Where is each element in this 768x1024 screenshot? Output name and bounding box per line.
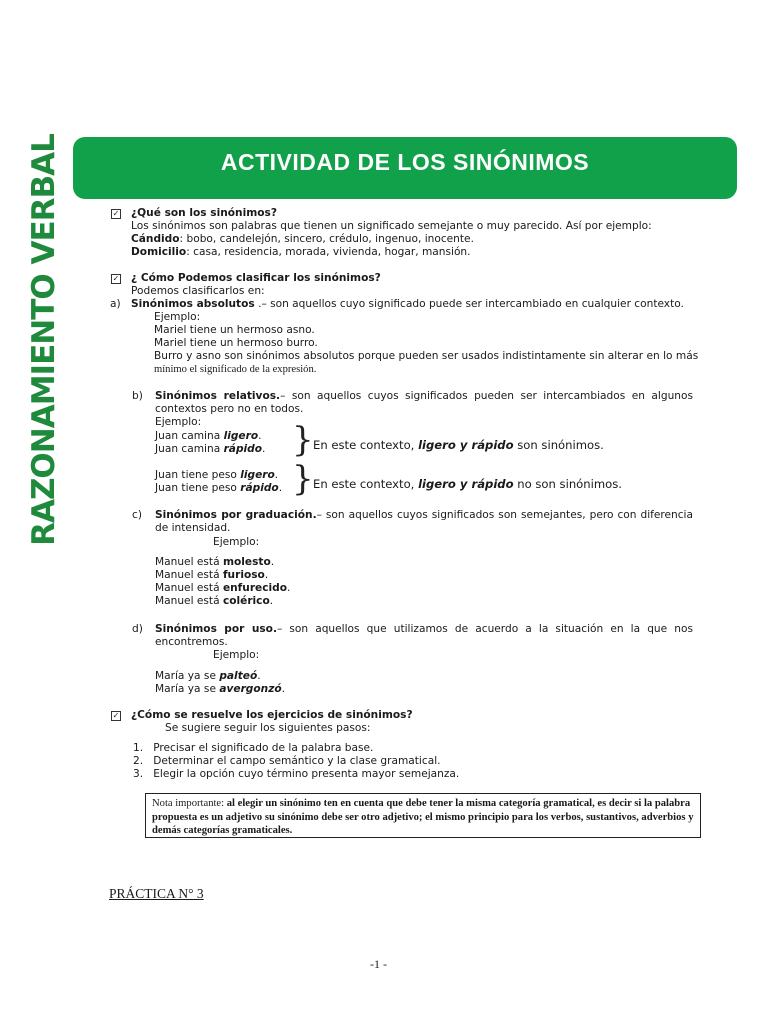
example-line: Manuel está colérico.	[155, 595, 274, 607]
definition: Sinónimos por uso.– son aquellos que utilizamos de acuerdo a la situación en la que nos encontremos.	[155, 623, 693, 648]
paragraph: Podemos clasificarlos en:	[131, 285, 265, 297]
paragraph: Se sugiere seguir los siguientes pasos:	[165, 722, 371, 734]
example-line: Manuel está molesto.	[155, 556, 275, 568]
checkbox-icon: ✓	[112, 274, 120, 283]
list-item: 2. Determinar el campo semántico y la clase gramatical.	[133, 755, 441, 767]
list-marker: a)	[110, 298, 121, 310]
list-marker: d)	[132, 623, 143, 635]
brace-icon: }	[292, 459, 314, 499]
definition: Sinónimos por graduación.– son aquellos cuyos significados son semejantes, pero con diferencia de intensidad.	[155, 509, 693, 534]
example-line: Burro y asno son sinónimos absolutos porque pueden ser usados indistintamente sin alterar en lo más	[154, 350, 699, 362]
page-number: -1 -	[370, 957, 387, 971]
section-heading: ¿Qué son los sinónimos?	[131, 207, 277, 219]
list-marker: b)	[132, 390, 143, 402]
example-line: Juan tiene peso ligero.	[155, 469, 279, 481]
example-line: Mariel tiene un hermoso asno.	[154, 324, 315, 336]
practice-title: PRÁCTICA N° 3	[109, 886, 204, 901]
example-line: Juan camina ligero.	[155, 430, 262, 442]
example-line: María ya se palteó.	[155, 670, 261, 682]
example-label: Ejemplo:	[155, 416, 202, 428]
note-text: al elegir un sinónimo ten en cuenta que debe tener la misma categoría gramatical, es decir si la palabra propuesta es un adjetivo su sinónimo debe ser otro adjetivo; el mismo principio para los verbos, sustantivos, adverbios y demás categorías gramaticales.	[152, 798, 694, 836]
example-line: mínimo el significado de la expresión.	[154, 364, 317, 375]
example-line: Juan tiene peso rápido.	[155, 482, 283, 494]
note-label: Nota importante:	[152, 798, 227, 809]
page-title-banner	[73, 137, 737, 199]
example-label: Ejemplo:	[213, 649, 260, 661]
list-marker: c)	[132, 509, 142, 521]
example-line: Mariel tiene un hermoso burro.	[154, 337, 318, 349]
side-title: RAZONAMIENTO VERBAL	[26, 134, 62, 546]
example-line: Manuel está furioso.	[155, 569, 269, 581]
example-label: Ejemplo:	[213, 536, 260, 548]
section-heading: ¿ Cómo Podemos clasificar los sinónimos?	[131, 272, 381, 284]
list-item: 1. Precisar el significado de la palabra base.	[133, 742, 374, 754]
example-line: Cándido: bobo, candelejón, sincero, crédulo, ingenuo, inocente.	[131, 233, 474, 245]
definition: Sinónimos absolutos .– son aquellos cuyo significado puede ser intercambiado en cualquier contexto.	[131, 298, 684, 310]
context-note: En este contexto, ligero y rápido son sinónimos.	[313, 438, 604, 452]
list-item: 3. Elegir la opción cuyo término presenta mayor semejanza.	[133, 768, 460, 780]
checkbox-icon: ✓	[112, 209, 120, 218]
section-heading: ¿Cómo se resuelve los ejercicios de sinónimos?	[131, 709, 413, 721]
brace-icon: }	[292, 420, 314, 460]
context-note: En este contexto, ligero y rápido no son sinónimos.	[313, 477, 622, 491]
definition: Sinónimos relativos.– son aquellos cuyos significados pueden ser intercambiados en algunos contextos pero no en todos.	[155, 390, 693, 415]
example-line: Juan camina rápido.	[155, 443, 266, 455]
example-line: Domicilio: casa, residencia, morada, vivienda, hogar, mansión.	[131, 246, 471, 258]
example-line: Manuel está enfurecido.	[155, 582, 291, 594]
example-label: Ejemplo:	[154, 311, 201, 323]
important-note	[145, 793, 701, 838]
example-line: María ya se avergonzó.	[155, 683, 286, 695]
page-title: ACTIVIDAD DE LOS SINÓNIMOS	[220, 148, 590, 175]
paragraph: Los sinónimos son palabras que tienen un significado semejante o muy parecido. Así por ejemplo:	[131, 220, 652, 232]
checkbox-icon: ✓	[112, 711, 120, 720]
